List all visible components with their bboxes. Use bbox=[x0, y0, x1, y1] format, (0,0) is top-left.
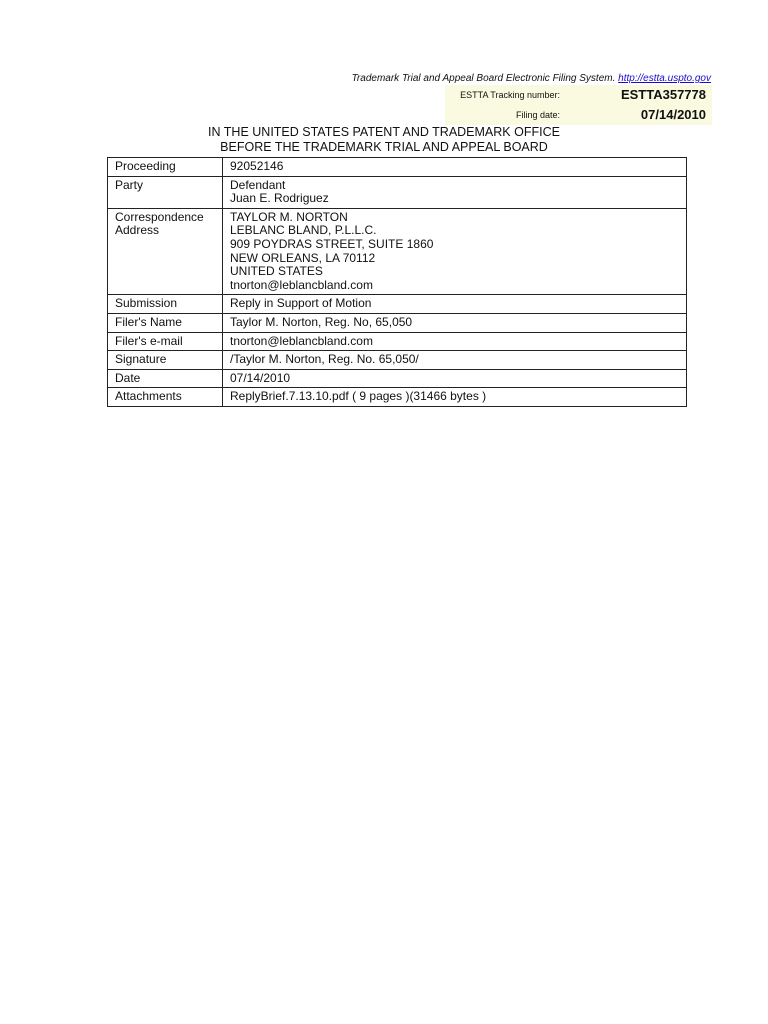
filers-email-label: Filer's e-mail bbox=[108, 332, 223, 351]
correspondence-label-line1: Correspondence bbox=[115, 209, 204, 224]
filing-date-value: 07/14/2010 bbox=[640, 107, 706, 122]
address-line: NEW ORLEANS, LA 70112 bbox=[230, 250, 376, 265]
submission-label: Submission bbox=[108, 295, 223, 314]
party-value bbox=[223, 176, 687, 208]
filing-date-label: Filing date: bbox=[515, 110, 560, 120]
table-row-attachments bbox=[108, 388, 687, 407]
submission-value: Reply in Support of Motion bbox=[223, 295, 687, 314]
filing-date-row bbox=[445, 105, 712, 125]
tracking-number-label: ESTTA Tracking number: bbox=[460, 90, 560, 100]
table-row-party bbox=[108, 176, 687, 208]
proceeding-value: 92052146 bbox=[223, 158, 687, 177]
address-line: UNITED STATES bbox=[230, 264, 323, 279]
estta-header bbox=[352, 73, 711, 84]
signature-label: Signature bbox=[108, 351, 223, 370]
tracking-number-value: ESTTA357778 bbox=[620, 87, 706, 102]
proceeding-label: Proceeding bbox=[108, 158, 223, 177]
attachments-label: Attachments bbox=[108, 388, 223, 407]
table-row-filers-email bbox=[108, 332, 687, 351]
party-name: Juan E. Rodriguez bbox=[230, 191, 329, 206]
filers-name-value: Taylor M. Norton, Reg. No, 65,050 bbox=[223, 313, 687, 332]
table-row-submission bbox=[108, 295, 687, 314]
office-title: IN THE UNITED STATES PATENT AND TRADEMARK OFFICE bbox=[208, 125, 560, 139]
address-line: TAYLOR M. NORTON bbox=[230, 209, 348, 224]
board-title: BEFORE THE TRADEMARK TRIAL AND APPEAL BOARD bbox=[220, 140, 548, 154]
attachments-value: ReplyBrief.7.13.10.pdf ( 9 pages )(31466 bytes ) bbox=[223, 388, 687, 407]
filers-email-value: tnorton@leblancbland.com bbox=[223, 332, 687, 351]
party-label: Party bbox=[108, 176, 223, 208]
correspondence-label bbox=[108, 208, 223, 295]
table-row-signature bbox=[108, 351, 687, 370]
table-row-date bbox=[108, 369, 687, 388]
tracking-number-row bbox=[445, 85, 712, 105]
address-email: tnorton@leblancbland.com bbox=[230, 277, 373, 292]
table-row-correspondence bbox=[108, 208, 687, 295]
tracking-box bbox=[445, 85, 712, 125]
date-value: 07/14/2010 bbox=[223, 369, 687, 388]
filing-info-table bbox=[107, 157, 687, 407]
filers-name-label: Filer's Name bbox=[108, 313, 223, 332]
table-row-proceeding bbox=[108, 158, 687, 177]
signature-value: /Taylor M. Norton, Reg. No. 65,050/ bbox=[223, 351, 687, 370]
system-name-text: Trademark Trial and Appeal Board Electronic Filing System. bbox=[351, 73, 616, 84]
correspondence-address bbox=[223, 208, 687, 295]
table-row-filers-name bbox=[108, 313, 687, 332]
address-line: LEBLANC BLAND, P.L.L.C. bbox=[230, 223, 377, 238]
address-line: 909 POYDRAS STREET, SUITE 1860 bbox=[230, 236, 434, 251]
party-role: Defendant bbox=[230, 177, 286, 192]
correspondence-label-line2: Address bbox=[115, 223, 160, 238]
date-label: Date bbox=[108, 369, 223, 388]
estta-link[interactable]: http://estta.uspto.gov bbox=[618, 73, 711, 84]
